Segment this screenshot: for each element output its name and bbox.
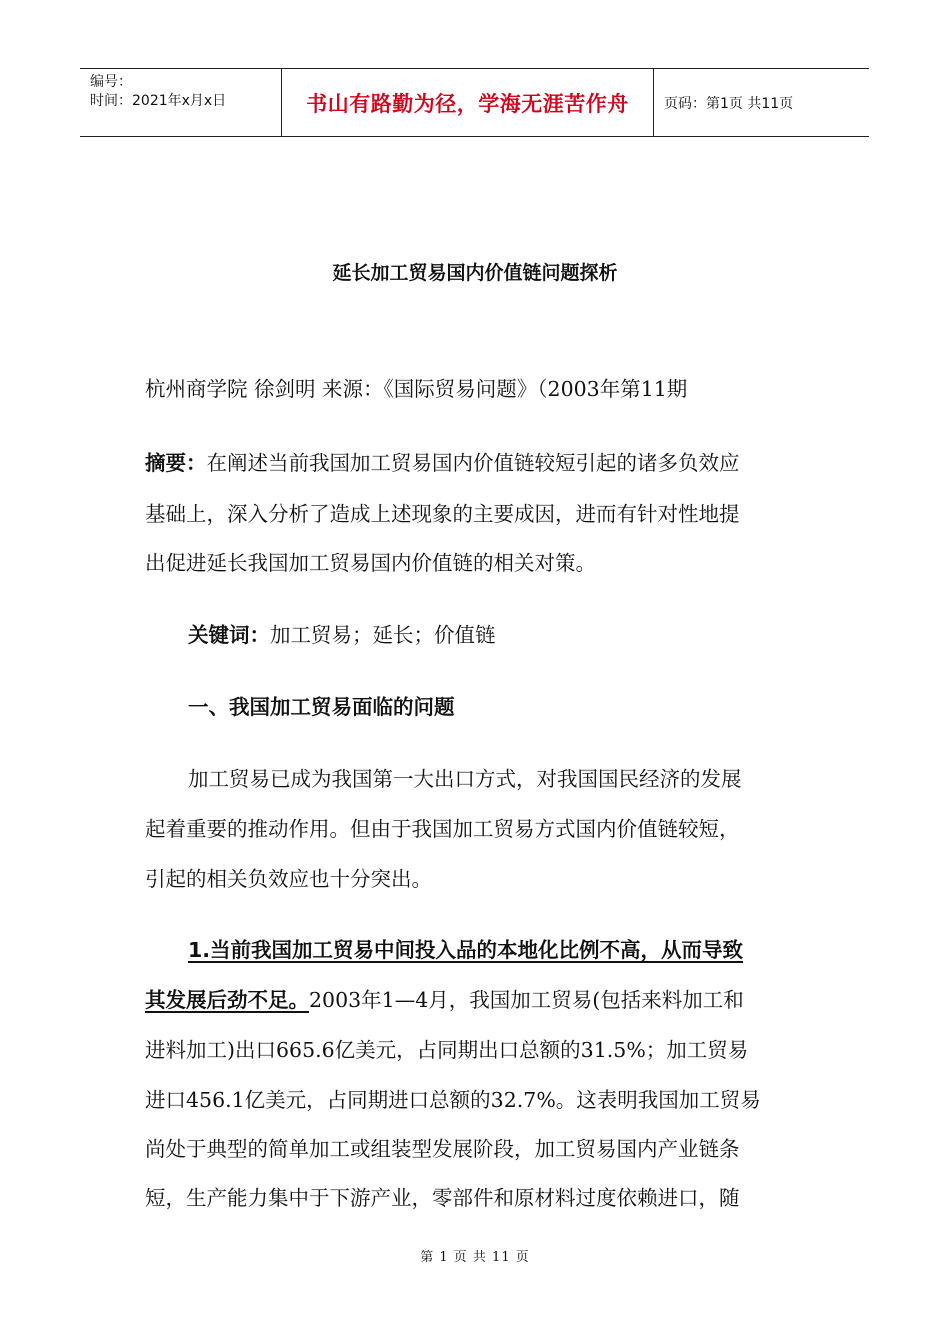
- page-footer: 第 1 页 共 11 页: [420, 1250, 530, 1265]
- point1-line-2: [145, 986, 744, 1014]
- abstract-label: 摘要：: [145, 451, 207, 475]
- keywords-label: 关键词：: [188, 623, 270, 647]
- abstract-text-1: 在阐述当前我国加工贸易国内价值链较短引起的诸多负效应: [206, 451, 740, 475]
- para1-line-2: 起着重要的推动作用。但由于我国加工贸易方式国内价值链较短，: [145, 817, 740, 841]
- motto-text: 书山有路勤为径，学海无涯苦作舟: [306, 91, 629, 116]
- point1-line-3: 进料加工)出口665.6亿美元，占同期出口总额的31.5%；加工贸易: [145, 1038, 749, 1062]
- point1-heading-line-1: 1.当前我国加工贸易中间投入品的本地化比例不高，从而导致: [188, 938, 744, 962]
- number-label: 编号：: [90, 74, 132, 90]
- point1-line-5: 尚处于典型的简单加工或组装型发展阶段，加工贸易国内产业链条: [145, 1137, 740, 1161]
- page-header: [80, 68, 869, 137]
- abstract-line-3: 出促进延长我国加工贸易国内价值链的相关对策。: [145, 551, 596, 575]
- point1-line-4: 进口456.1亿美元，占同期进口总额的32.7%。这表明我国加工贸易: [145, 1088, 761, 1112]
- header-page-cell: [654, 69, 869, 136]
- document-title: 延长加工贸易国内价值链问题探析: [332, 262, 618, 284]
- byline: 杭州商学院 徐剑明 来源：《国际贸易问题》（2003年第11期: [145, 377, 688, 401]
- header-motto-cell: [282, 69, 654, 136]
- abstract-line-1: [145, 449, 740, 477]
- header-meta-cell: [80, 69, 282, 136]
- para1-line-3: 引起的相关负效应也十分突出。: [145, 867, 432, 891]
- keywords-line: [188, 621, 496, 649]
- point1-line-6: 短，生产能力集中于下游产业，零部件和原材料过度依赖进口，随: [145, 1186, 740, 1210]
- keywords-text: 加工贸易；延长；价值链: [270, 623, 496, 647]
- time-label: 时间：2021年x月x日: [90, 93, 227, 109]
- section-heading: 一、我国加工贸易面临的问题: [188, 695, 455, 719]
- page-info: 页码：第1页 共11页: [664, 95, 794, 112]
- point1-rest-line-2: 2003年1—4月，我国加工贸易(包括来料加工和: [309, 988, 744, 1012]
- abstract-line-2: 基础上，深入分析了造成上述现象的主要成因，进而有针对性地提: [145, 502, 740, 526]
- para1-line-1: 加工贸易已成为我国第一大出口方式，对我国国民经济的发展: [188, 767, 742, 791]
- point1-heading-line-2: 其发展后劲不足。: [145, 988, 309, 1012]
